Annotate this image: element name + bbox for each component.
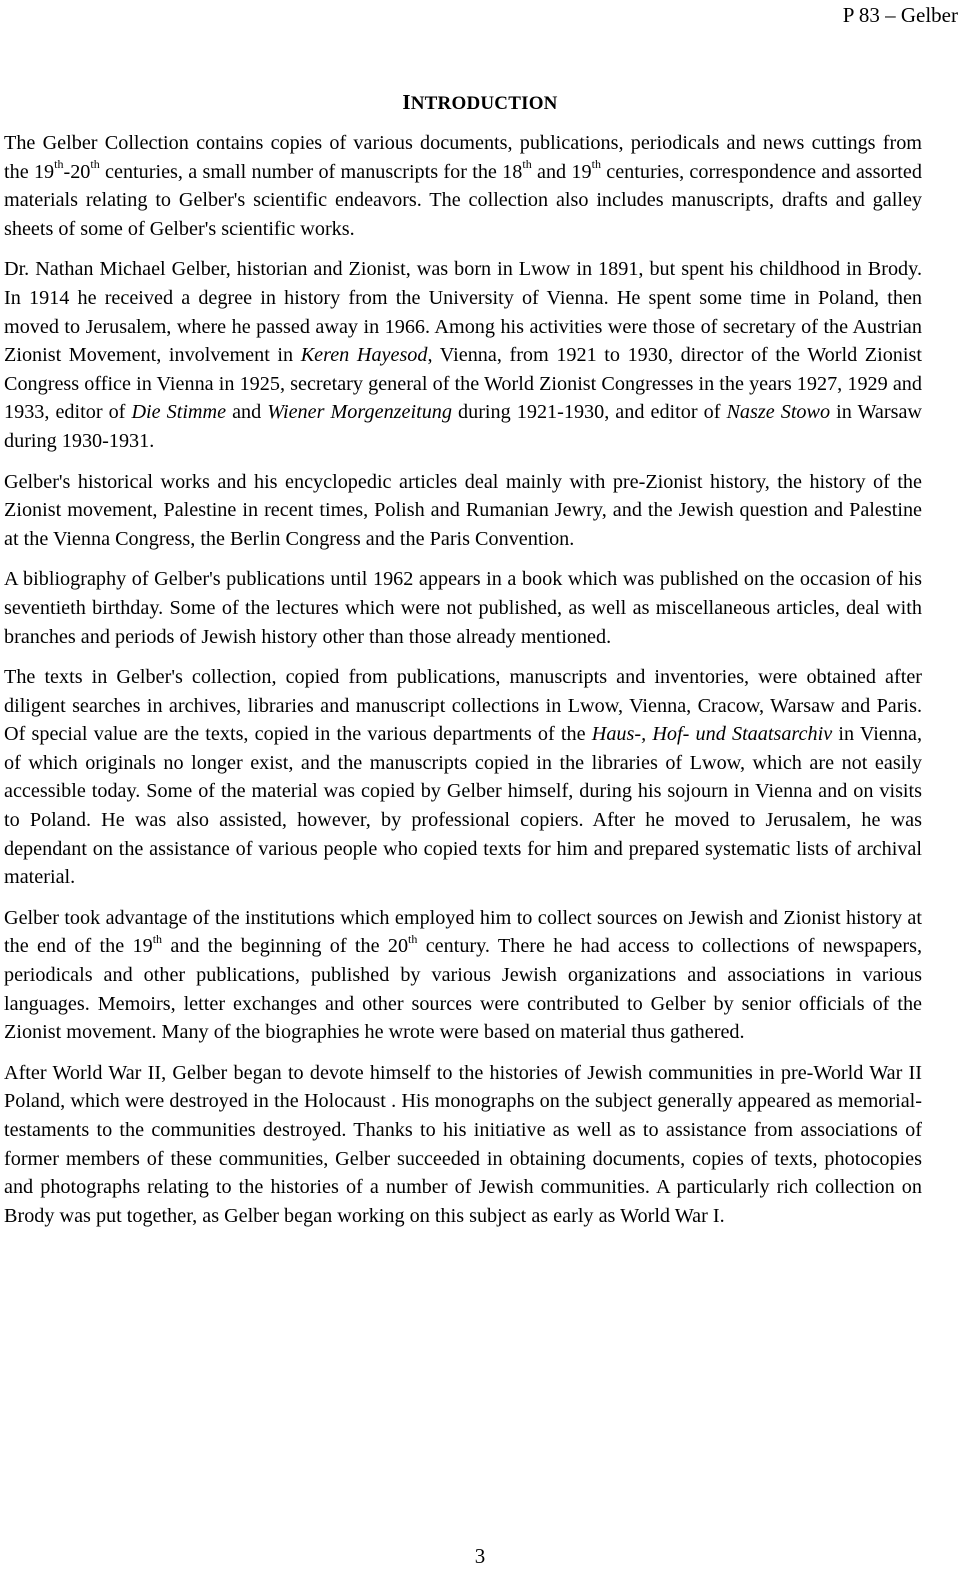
- paragraph-biography: [4, 255, 922, 455]
- superscript: th: [152, 931, 163, 946]
- page-header-reference: P 83 – Gelber: [842, 3, 958, 27]
- italic-title: Nasze Stowo: [726, 401, 831, 424]
- text-run: during 1921-1930, and editor of: [451, 401, 727, 424]
- paragraph-institutions: [4, 904, 922, 1047]
- italic-title: Wiener Morgenzeitung: [267, 401, 452, 424]
- text-run: century. There he had access to collections of newspapers, periodicals and other publications, published by various Jewish organizations and associations in various languages. Memoirs, letter exchanges and other sources were contributed to Gelber by senior officials of the Zionist movement. Many of the biographies he wrote were based on material thus gathered.: [4, 935, 923, 1044]
- text-run: The Gelber Collection contains copies of various documents, publications, periodicals and news cuttings from the 19: [4, 132, 922, 183]
- italic-title: Haus-, Hof- und Staatsarchiv: [591, 723, 833, 746]
- text-run: Dr. Nathan Michael Gelber, historian and Zionist, was born in Lwow in 1891, but spent his childhood in Brody. In 1914 he received a degree in history from the University of Vienna. He spent some time in Poland, then moved to Jerusalem, where he passed away in 1966. Among his activities were those of secretary of the Austrian Zionist Movement, involvement in: [4, 258, 922, 367]
- page-number: 3: [474, 1544, 486, 1568]
- text-run: centuries, a small number of manuscripts for the 18: [99, 160, 523, 183]
- paragraph-historical-works: Gelber's historical works and his encyclopedic articles deal mainly with pre-Zionist history, the history of the Zionist movement, Palestine in recent times, Polish and Rumanian Jewry, and the Jewish question and Palestine at the Vienna Congress, the Berlin Congress and the Paris Convention.: [4, 470, 922, 550]
- superscript: th: [408, 931, 418, 946]
- text-run: in Warsaw during 1930-1931.: [4, 401, 923, 452]
- text-run: centuries, correspondence and assorted materials relating to Gelber's scientific endeavors. The collection also includes manuscripts, drafts and galley sheets of some of Gelber's scientific works.: [4, 160, 922, 240]
- text-run: and: [226, 401, 268, 424]
- paragraph-bibliography: A bibliography of Gelber's publications until 1962 appears in a book which was published on the occasion of his seventieth birthday. Some of the lectures which were not published, as well as miscellaneous articles, deal with branches and periods of Jewish history other than those already mentioned.: [4, 568, 922, 648]
- italic-title: Die Stimme: [131, 401, 227, 424]
- text-run: in Vienna, of which originals no longer exist, and the manuscripts copied in the libraries of Lwow, which are not easily accessible today. Some of the material was copied by Gelber himself, during his sojourn in Vienna and on visits to Poland. He was also assisted, however, by professional copiers. After he moved to Jerusalem, he was dependant on the assistance of various people who copied texts for him and prepared systematic lists of archival material.: [4, 723, 922, 889]
- superscript: th: [522, 156, 532, 171]
- paragraph-communities: After World War II, Gelber began to devote himself to the histories of Jewish communities in pre-World War II Poland, which were destroyed in the Holocaust . His monographs on the subject generally appeared as memorial-testaments to the communities destroyed. Thanks to his initiative as well as to assistance from associations of former members of these communities, Gelber succeeded in obtaining documents, copies of texts, photocopies and photographs relating to the histories of a number of Jewish communities. A particularly rich collection on Brody was put together, as Gelber began working on this subject as early as World War I.: [4, 1061, 922, 1227]
- section-title: [0, 90, 960, 116]
- section-title-initial: I: [402, 90, 411, 114]
- text-run: , Vienna, from 1921 to 1930, director of the World Zionist Congress office in Vienna in 1925, secretary general of the World Zionist Congresses in the years 1927, 1929 and 1933, editor of: [4, 344, 922, 424]
- superscript: th: [90, 156, 100, 171]
- superscript: th: [591, 156, 601, 171]
- document-body: [4, 129, 922, 1242]
- text-run: -20: [63, 160, 91, 183]
- superscript: th: [54, 156, 64, 171]
- text-run: The texts in Gelber's collection, copied from publications, manuscripts and inventories, were obtained after diligent searches in archives, libraries and manuscript collections in Lwow, Vienna, Cracow, Warsaw and Paris. Of special value are the texts, copied in the various departments of the: [4, 666, 922, 746]
- section-title-rest: NTRODUCTION: [410, 93, 558, 114]
- text-run: and 19: [531, 160, 592, 183]
- paragraph-collection-overview: [4, 129, 922, 243]
- italic-title: Keren Hayesod: [300, 344, 428, 367]
- text-run: and the beginning of the 20: [162, 935, 409, 958]
- text-run: Gelber took advantage of the institutions which employed him to collect sources on Jewish and Zionist history at the end of the 19: [4, 906, 922, 958]
- paragraph-sources: [4, 663, 922, 892]
